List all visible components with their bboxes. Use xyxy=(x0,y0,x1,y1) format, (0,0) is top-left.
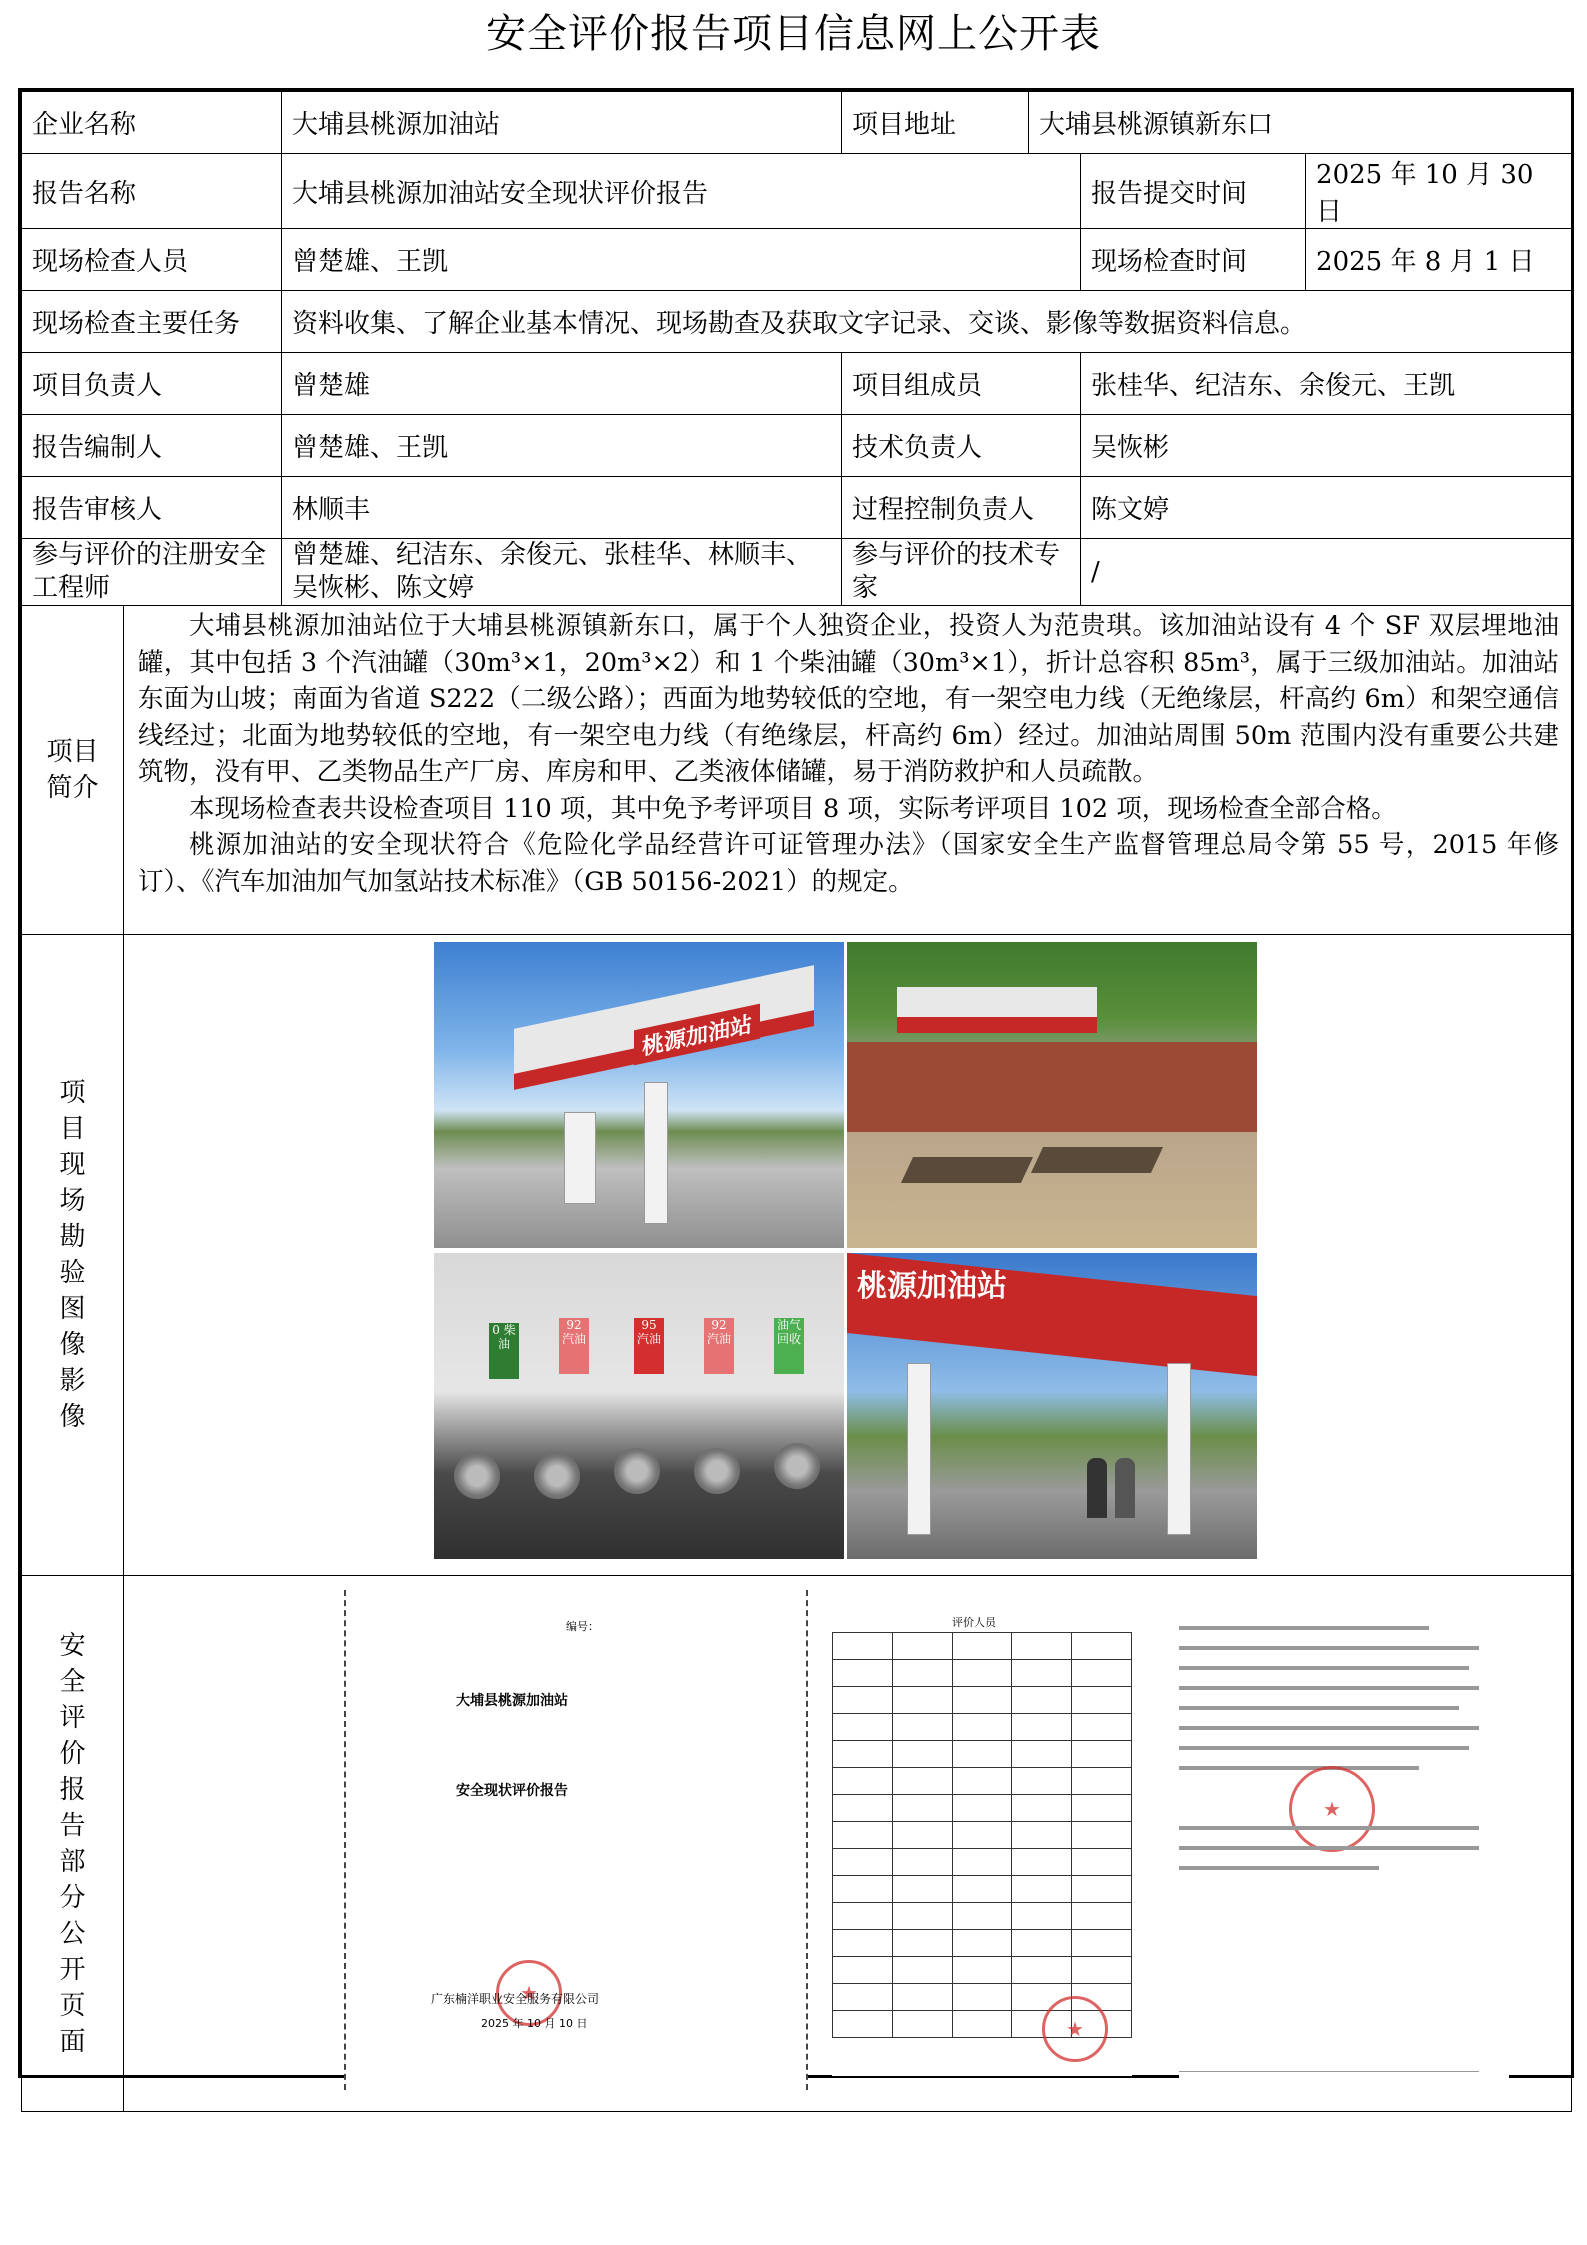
text-line xyxy=(1179,1646,1479,1650)
process-leader-value: 陈文婷 xyxy=(1081,477,1572,539)
text-line xyxy=(1179,1726,1479,1730)
company-label: 企业名称 xyxy=(22,92,282,154)
text-line xyxy=(1179,1766,1419,1770)
report-editor-value: 曾楚雄、王凯 xyxy=(282,415,842,477)
fuel-dispenser xyxy=(564,1112,596,1204)
report-reviewer-label: 报告审核人 xyxy=(22,477,282,539)
pillar xyxy=(644,1082,668,1224)
photos-label xyxy=(22,935,124,1576)
engineers-label: 参与评价的注册安全工程师 xyxy=(22,539,282,606)
report-name-value: 大埔县桃源加油站安全现状评价报告 xyxy=(282,154,1081,229)
engineers-value: 曾楚雄、纪洁东、余俊元、张桂华、林顺丰、吴恢彬、陈文婷 xyxy=(282,539,842,606)
signature-title: 评价人员 xyxy=(952,1616,996,1629)
signature-page xyxy=(832,1596,1132,2076)
text-line xyxy=(1179,1686,1479,1690)
tech-experts-label: 参与评价的技术专家 xyxy=(842,539,1081,606)
page-title: 安全评价报告项目信息网上公开表 xyxy=(486,11,1101,57)
project-leader-label: 项目负责人 xyxy=(22,353,282,415)
seal-stamp xyxy=(1289,1766,1375,1852)
report-name-label: 报告名称 xyxy=(22,154,282,229)
valve-icon xyxy=(454,1453,500,1499)
docs-label-text: 安全评价报告部分公开页面 xyxy=(59,1630,86,2057)
text-line xyxy=(1179,1706,1459,1710)
project-leader-value: 曾楚雄 xyxy=(282,353,842,415)
inspectors-label: 现场检查人员 xyxy=(22,229,282,291)
report-cover-page xyxy=(344,1590,808,2090)
valve-icon xyxy=(694,1448,740,1494)
tank-cover xyxy=(1031,1147,1163,1173)
tech-experts-value: / xyxy=(1081,539,1572,606)
tech-leader-value: 吴恢彬 xyxy=(1081,415,1572,477)
cover-date: 2025 年 10 月 10 日 xyxy=(481,2017,588,2030)
text-line xyxy=(1179,1846,1479,1850)
report-reviewer-value: 林顺丰 xyxy=(282,477,842,539)
fuel-tag: 0 柴油 xyxy=(489,1323,519,1379)
fuel-tag: 92 汽油 xyxy=(559,1318,589,1374)
photo-area xyxy=(124,935,1572,1576)
intro-paragraph: 桃源加油站的安全现状符合《危险化学品经营许可证管理办法》（国家安全生产监督管理总局令第 55 号，2015 年修订）、《汽车加油加气加氢站技术标准》（GB 50156-2021）的规定。 xyxy=(138,830,1560,897)
main-task-label: 现场检查主要任务 xyxy=(22,291,282,353)
cover-station: 大埔县桃源加油站 xyxy=(456,1693,568,1709)
submit-time-label: 报告提交时间 xyxy=(1081,154,1306,229)
cover-company: 广东楠洋职业安全服务有限公司 xyxy=(431,1992,600,2006)
inspect-time-value: 2025 年 8 月 1 日 xyxy=(1306,229,1572,291)
cover-number: 编号： xyxy=(566,1620,599,1633)
text-line xyxy=(1179,1866,1379,1870)
station-photo-1 xyxy=(434,942,844,1248)
main-task-value: 资料收集、了解企业基本情况、现场勘查及获取文字记录、交谈、影像等数据资料信息。 xyxy=(282,291,1572,353)
cover-report-title: 安全现状评价报告 xyxy=(456,1783,568,1799)
person xyxy=(1087,1458,1107,1518)
inspectors-value: 曾楚雄、王凯 xyxy=(282,229,1081,291)
intro-paragraph: 大埔县桃源加油站位于大埔县桃源镇新东口，属于个人独资企业，投资人为范贵琪。该加油站设有 4 个 SF 双层埋地油罐，其中包括 3 个汽油罐（30m³×1，20m³×2）和 1 个柴油罐（30m³×1），折计总容积 85m³，属于三级加油站。加油站东面为山坡；南面为省道 S222（二级公路）；西面为地势较低的空地，有一架空电力线（无绝缘层，杆高约 6m）和架空通信线经过；北面为地势较低的空地，有一架空电力线（有绝缘层，杆高约 6m）经过。加油站周围 50m 范围内没有重要公共建筑物，没有甲、乙类物品生产厂房、库房和甲、乙类液体储罐，易于消防救护和人员疏散。 xyxy=(138,611,1560,787)
canopy-sign: 桃源加油站 xyxy=(857,1269,1007,1304)
pillar xyxy=(907,1363,931,1535)
canopy-sign: 桃源加油站 xyxy=(634,1004,760,1066)
text-line xyxy=(1179,1826,1479,1830)
address-label: 项目地址 xyxy=(842,92,1029,154)
intro-label xyxy=(22,606,124,935)
info-table xyxy=(21,91,1572,2112)
photos-label-text: 项目现场勘验图像影像 xyxy=(59,1078,86,1432)
conclusion-page xyxy=(1179,1616,1509,2086)
text-line xyxy=(1179,1746,1469,1750)
report-editor-label: 报告编制人 xyxy=(22,415,282,477)
intro-paragraph: 本现场检查表共设检查项目 110 项，其中免予考评项目 8 项，实际考评项目 102 项，现场检查全部合格。 xyxy=(189,793,1397,824)
company-value: 大埔县桃源加油站 xyxy=(282,92,842,154)
valve-icon xyxy=(614,1448,660,1494)
person xyxy=(1115,1458,1135,1518)
pillar xyxy=(1167,1363,1191,1535)
valve-icon xyxy=(774,1443,820,1489)
canopy xyxy=(897,987,1097,1033)
address-value: 大埔县桃源镇新东口 xyxy=(1029,92,1572,154)
tech-leader-label: 技术负责人 xyxy=(842,415,1081,477)
footer-rule xyxy=(1179,2071,1479,2072)
station-photo-2 xyxy=(847,942,1257,1248)
fuel-tag: 92 汽油 xyxy=(704,1318,734,1374)
text-line xyxy=(1179,1666,1469,1670)
submit-time-value: 2025 年 10 月 30 日 xyxy=(1306,154,1572,229)
tank-cover xyxy=(901,1157,1033,1183)
brick-wall xyxy=(847,1042,1257,1132)
project-members-value: 张桂华、纪洁东、余俊元、王凯 xyxy=(1081,353,1572,415)
intro-label-text: 项目简介 xyxy=(46,737,99,803)
station-photo-3 xyxy=(847,1253,1257,1559)
process-leader-label: 过程控制负责人 xyxy=(842,477,1081,539)
intro-text xyxy=(124,606,1572,935)
valve-photo xyxy=(434,1253,844,1559)
doc-area xyxy=(124,1576,1572,2112)
inspect-time-label: 现场检查时间 xyxy=(1081,229,1306,291)
valve-icon xyxy=(534,1453,580,1499)
text-line xyxy=(1179,1626,1429,1630)
project-members-label: 项目组成员 xyxy=(842,353,1081,415)
fuel-tag: 95 汽油 xyxy=(634,1318,664,1374)
docs-label xyxy=(22,1576,124,2112)
signature-table xyxy=(832,1632,1132,2038)
fuel-tag: 油气回收 xyxy=(774,1318,804,1374)
seal-stamp xyxy=(1042,1996,1108,2062)
